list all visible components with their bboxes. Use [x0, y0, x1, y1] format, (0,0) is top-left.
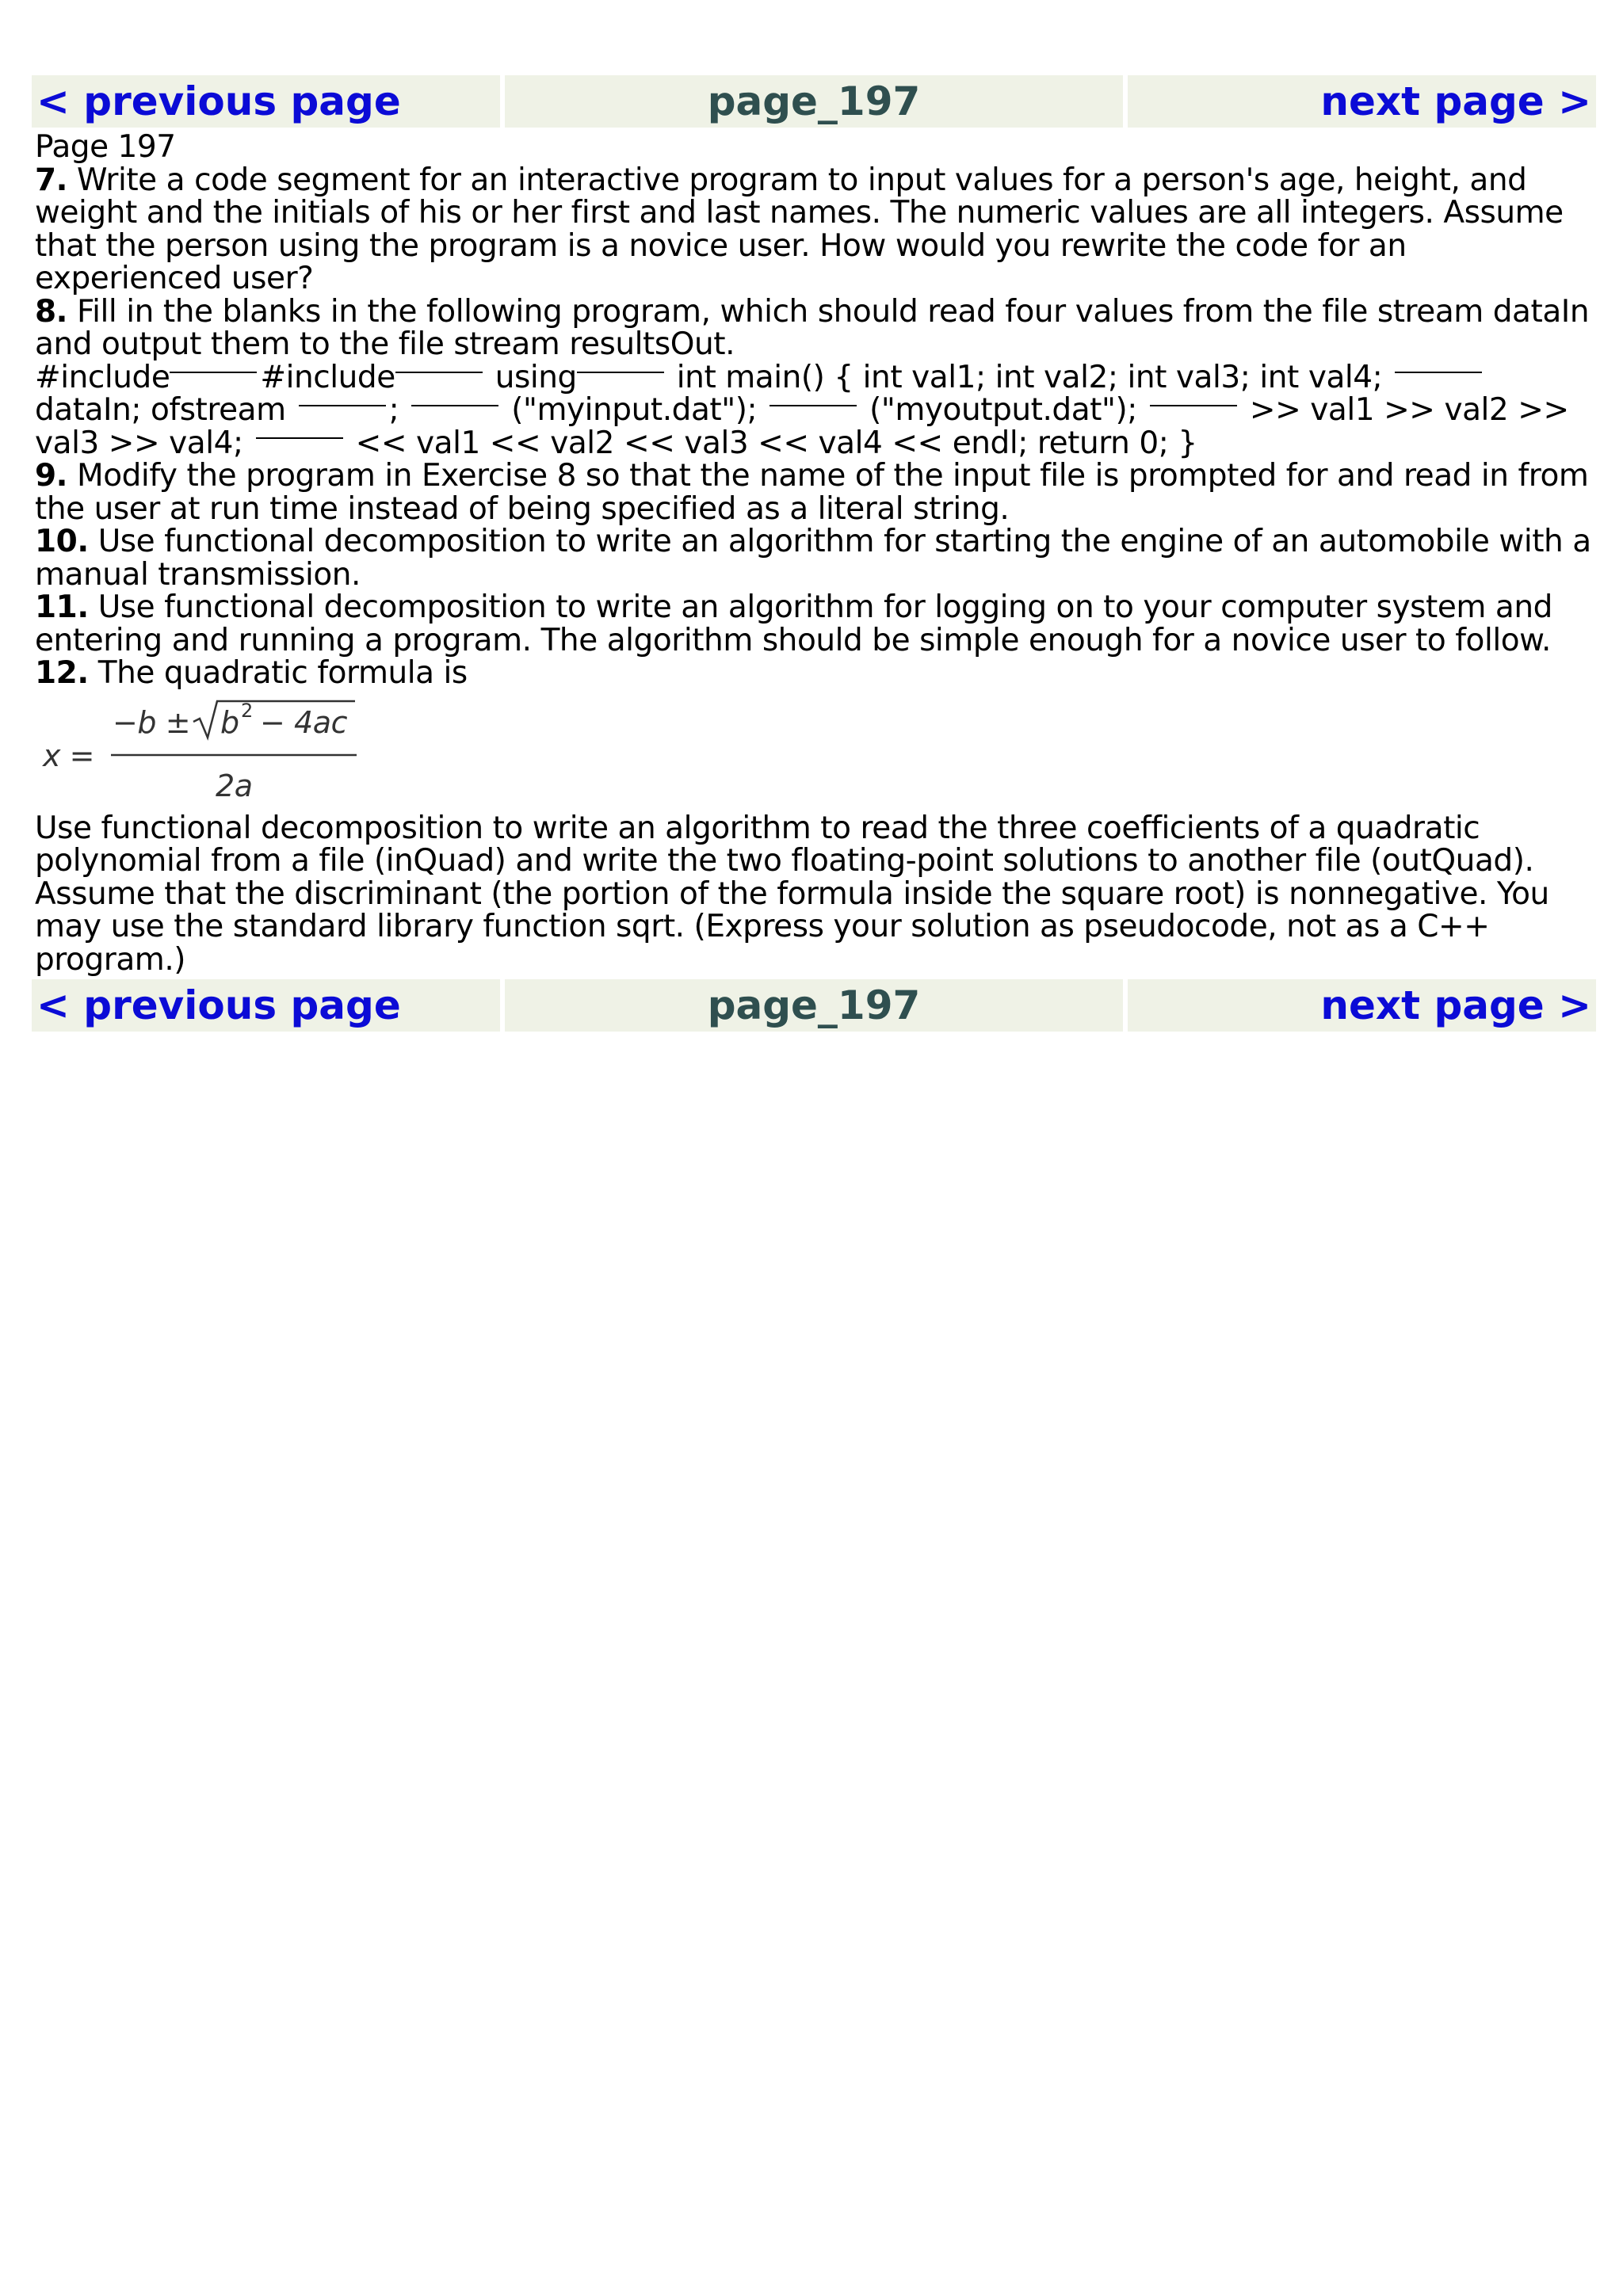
- exercise-text: Modify the program in Exercise 8 so that the name of the input file is prompted for and read in from the user at run time instead of being specified as a literal string.: [35, 458, 1589, 527]
- previous-page-link[interactable]: < previous page: [32, 979, 500, 1032]
- exercise-12-followup: Use functional decomposition to write an algorithm to read the three coefficients of a quadratic polynomial from a file (inQuad) and write the two floating-point solutions to another file (outQuad). Assume that the discriminant (the portion of the formula inside the square root) is nonnegative. You may use the standard library function sqrt. (Express your solution as pseudocode, not as a C++ program.): [35, 810, 1549, 978]
- exercise-8-code: [35, 361, 1596, 460]
- formula-numerator-left: −b ±: [113, 704, 191, 740]
- previous-page-link[interactable]: < previous page: [32, 75, 500, 128]
- exercise-8: [35, 293, 1596, 362]
- radicand-base: b: [220, 704, 239, 740]
- quadratic-formula: [41, 696, 1596, 807]
- code-fragment: int main() { int val1; int val2; int val3; int val4;: [676, 359, 1383, 395]
- formula-denominator: 2a: [216, 768, 253, 803]
- exercise-number: 11.: [35, 589, 89, 625]
- blank-line: [170, 372, 257, 373]
- formula-lhs: x =: [43, 738, 95, 773]
- exercise-10: [35, 525, 1596, 591]
- exercise-number: 10.: [35, 524, 89, 559]
- exercise-text: Fill in the blanks in the following program, which should read four values from the file stream dataIn and output them to the file stream resultsOut.: [35, 293, 1590, 362]
- code-fragment: #include: [35, 359, 170, 395]
- page-indicator: page_197: [505, 979, 1123, 1032]
- page-heading: Page 197: [35, 129, 176, 165]
- bottom-navbar: [32, 979, 1596, 1032]
- page-indicator: page_197: [505, 75, 1123, 128]
- exercise-text: Use functional decomposition to write an algorithm for logging on to your computer system and entering and running a program. The algorithm should be simple enough for a novice user to follow.: [35, 589, 1552, 658]
- code-fragment: << val1 << val2 << val3 << val4 << endl; return 0; }: [355, 425, 1197, 461]
- code-fragment: >> val1 >> val2 >> val3 >> val4;: [35, 392, 1569, 461]
- radicand-exponent: 2: [241, 699, 253, 722]
- blank-line: [256, 437, 343, 439]
- code-fragment: using: [495, 359, 577, 395]
- exercise-number: 7.: [35, 162, 68, 198]
- exercise-text: Use functional decomposition to write an algorithm for starting the engine of an automobile with a manual transmission.: [35, 524, 1591, 593]
- next-page-link[interactable]: next page >: [1128, 979, 1596, 1032]
- page: [32, 75, 1596, 1032]
- blank-line: [395, 372, 483, 373]
- code-fragment: dataIn; ofstream: [35, 392, 286, 428]
- exercise-text: The quadratic formula is: [97, 655, 468, 691]
- top-navbar: [32, 75, 1596, 128]
- exercise-11: [35, 591, 1596, 657]
- blank-line: [1150, 405, 1237, 406]
- blank-line: [299, 405, 386, 406]
- radicand-rest: − 4ac: [260, 704, 348, 740]
- exercise-7: [35, 164, 1596, 296]
- code-fragment: ("myinput.dat");: [511, 392, 758, 428]
- exercise-9: [35, 460, 1596, 525]
- next-page-link[interactable]: next page >: [1128, 75, 1596, 128]
- blank-line: [1395, 372, 1482, 373]
- blank-line: [411, 405, 498, 406]
- code-fragment: #include: [260, 359, 395, 395]
- exercise-12: [35, 657, 1596, 690]
- exercise-number: 9.: [35, 458, 68, 494]
- exercise-text: Write a code segment for an interactive program to input values for a person's age, height, and weight and the initials of his or her first and last names. The numeric values are all integers. Assume that the person using the program is a novice user. How would you rewrite the code for an experienced user?: [35, 162, 1564, 296]
- code-fragment: ;: [388, 392, 399, 428]
- blank-line: [769, 405, 857, 406]
- code-fragment: ("myoutput.dat");: [869, 392, 1137, 428]
- blank-line: [577, 372, 664, 373]
- exercise-number: 8.: [35, 293, 68, 330]
- exercise-number: 12.: [35, 655, 89, 691]
- page-content: [32, 128, 1596, 979]
